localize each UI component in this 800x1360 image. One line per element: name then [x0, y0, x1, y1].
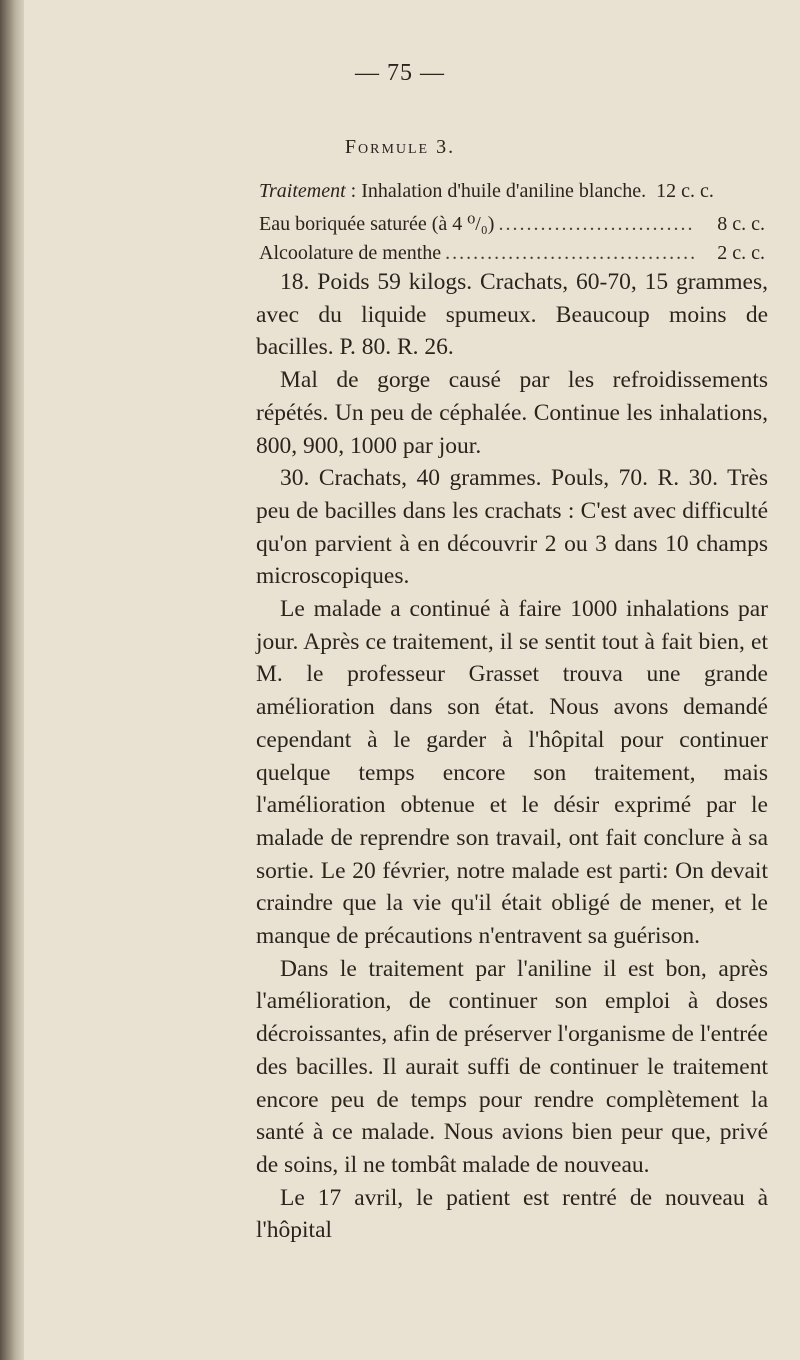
body-text — [256, 266, 768, 1247]
formula-label: Eau boriquée saturée (à 4 ⁰/₀) — [259, 213, 495, 235]
paragraph: 18. Poids 59 kilogs. Crachats, 60-70, 15 grammes, avec du liquide spumeux. Beaucoup moins de bacilles. P. 80. R. 26. — [256, 269, 768, 361]
formula-row — [259, 180, 765, 211]
dot-leader — [445, 242, 695, 265]
formula-ingredient — [259, 180, 646, 203]
formula-quantity: 12 c. c. — [656, 180, 714, 202]
formula-label: Alcoolature de menthe — [259, 242, 442, 264]
paragraph: Mal de gorge causé par les refroidissements répétés. Un peu de céphalée. Continue les inhalations, 800, 900, 1000 par jour. — [256, 367, 768, 459]
formula-quantity: 8 c. c. — [717, 213, 765, 235]
formula-quantity: 2 c. c. — [717, 242, 765, 264]
formula-block — [259, 180, 765, 273]
formula-label-italic: Traitement — [259, 180, 346, 202]
page-number: — 75 — — [355, 60, 445, 86]
formula-row — [259, 211, 765, 242]
page-binding-edge — [0, 0, 24, 1360]
paragraph: Le malade a continué à faire 1000 inhalations par jour. Après ce traitement, il se sentit tout à fait bien, et M. le professeur Grasset trouva une grande amélioration dans son état. Nous avons demandé cependant à le garder à l'hôpital pour continuer quelque temps encore son traitement, mais l'amélioration obtenue et le désir exprimé par le malade de reprendre son travail, ont fait conclure à sa sortie. Le 20 février, notre malade est parti: On devait craindre que la vie qu'il était obligé de mener, et le manque de précautions n'entravent sa guérison. — [256, 596, 768, 950]
paragraph: Dans le traitement par l'aniline il est bon, après l'amélioration, de continuer son emploi à doses décroissantes, afin de préserver l'organisme de l'entrée des bacilles. Il aurait suffi de continuer le traitement encore peu de temps pour rendre complètement la santé à ce malade. Nous avions bien peur que, privé de soins, il ne tombât malade de nouveau. — [256, 955, 768, 1178]
formula-title: Formule 3. — [344, 136, 456, 158]
paragraph: Le 17 avril, le patient est rentré de nouveau à l'hôpital — [256, 1184, 768, 1244]
dot-leader — [498, 213, 695, 236]
formula-label: : Inhalation d'huile d'aniline blanche. — [345, 180, 647, 202]
paragraph: 30. Crachats, 40 grammes. Pouls, 70. R. 30. Très peu de bacilles dans les crachats : C'est avec difficulté qu'on parvient à en découvrir 2 ou 3 dans 10 champs microscopiques. — [256, 465, 768, 590]
